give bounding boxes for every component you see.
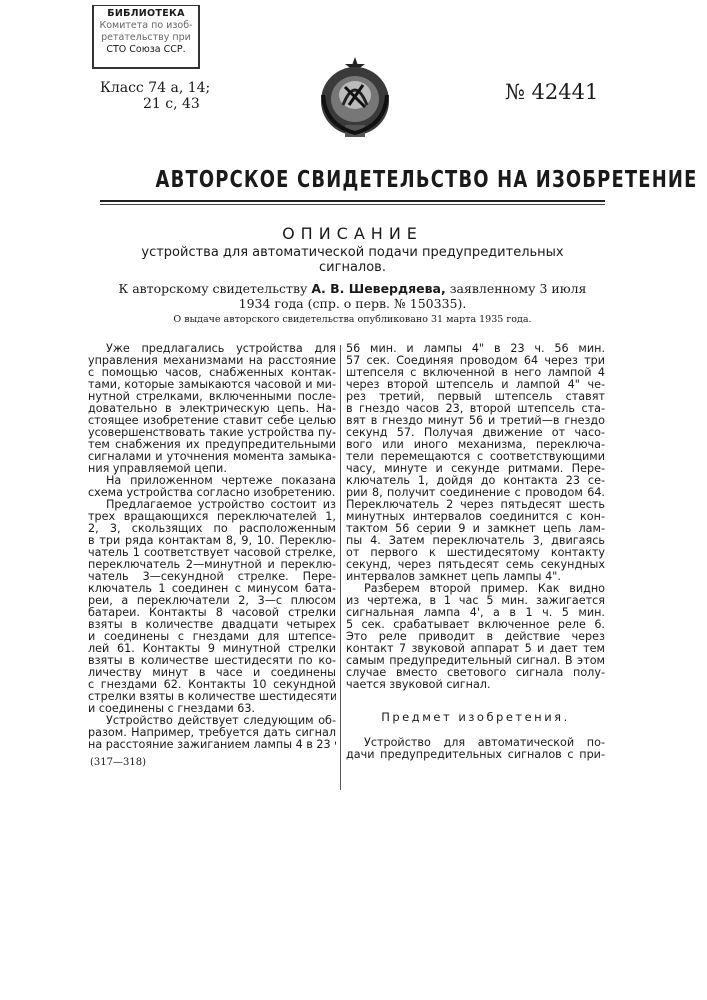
print-code: (317—318) — [90, 757, 146, 768]
description-heading: ОПИСАНИЕ — [100, 224, 605, 243]
text-line: лей 61. Контакты 9 минутной стрелки — [88, 643, 336, 655]
text-line: 2, 3, скользящих по расположенным — [88, 523, 336, 535]
text-line: часу, минуте и секунде ритмами. Пере- — [346, 463, 605, 475]
text-line: Это реле приводит в действие через — [346, 631, 605, 643]
text-line: ключатель 1 соединен с минусом бата- — [88, 583, 336, 595]
patent-number: № 42441 — [505, 80, 598, 104]
text-line: ключатель 1, дойдя до контакта 23 се- — [346, 475, 605, 487]
text-line: нутной стрелками, включенными после- — [88, 391, 336, 403]
text-line: батареи. Контакты 8 часовой стрелки — [88, 607, 336, 619]
text-line: 56 мин. и лампы 4" в 23 ч. 56 мин. — [346, 343, 605, 355]
text-line: тели перемещаются с соответствующими — [346, 451, 605, 463]
text-line: тами, которые замыкаются часовой и ми- — [88, 379, 336, 391]
class-line: Класс 74 а, 14; — [100, 80, 210, 96]
text-line: пы 4. Затем переключатель 3, двигаясь — [346, 535, 605, 547]
author-info — [100, 281, 605, 311]
author-prefix: К авторскому свидетельству — [119, 281, 308, 296]
text-line: взяты в количестве шестидесяти по ко- — [88, 655, 336, 667]
text-line: чатель 1 соответствует часовой стрелке, — [88, 547, 336, 559]
text-line: довательно в электрическую цепь. На- — [88, 403, 336, 415]
text-line: 5 сек. срабатывает включенное реле 6. — [346, 619, 605, 631]
text-line: переключатель 2—минутной и переклю- — [88, 559, 336, 571]
text-line: через второй штепсель и лампой 4" че- — [346, 379, 605, 391]
text-line: с помощью часов, снабженных контак- — [88, 367, 336, 379]
text-line: реи, а переключатели 2, 3—с плюсом — [88, 595, 336, 607]
text-line: сигнальная лампа 4', а в 1 ч. 5 мин. — [346, 607, 605, 619]
class-line: 21 с, 43 — [100, 96, 210, 112]
text-line: в три ряда контактам 8, 9, 10. Переклю- — [88, 535, 336, 547]
text-line: управления механизмами на расстояние — [88, 355, 336, 367]
stamp-line: СТО Союза ССР. — [94, 44, 198, 56]
text-line: усовершенствовать такие устройства пу- — [88, 427, 336, 439]
text-line: вого или иного механизма, переключа- — [346, 439, 605, 451]
text-line: чается звуковой сигнал. — [346, 679, 605, 691]
text-line: разом. Например, требуется дать сигнал — [88, 727, 336, 739]
text-line: рез третий, первый штепсель ставят — [346, 391, 605, 403]
text-line: личеству минут в часе и соединены — [88, 667, 336, 679]
document-title: АВТОРСКОЕ СВИДЕТЕЛЬСТВО НА ИЗОБРЕТЕНИЕ — [156, 167, 550, 193]
text-line: секунд 57. Получая движение от часо- — [346, 427, 605, 439]
text-line: дачи предупредительных сигналов с при- — [346, 749, 605, 761]
text-line: тем снабжения их предупредительными — [88, 439, 336, 451]
text-line: Устройство действует следующим об- — [88, 715, 336, 727]
text-line: случае вместо светового сигнала полу- — [346, 667, 605, 679]
text-line: На приложенном чертеже показана — [88, 475, 336, 487]
text-line: стоящее изобретение ставит себе целью — [88, 415, 336, 427]
classification — [100, 80, 210, 112]
text-line: контакт 7 звуковой аппарат 5 и дает тем — [346, 643, 605, 655]
text-line: стрелки взяты в количестве шестидесяти — [88, 691, 336, 703]
subtitle-line: сигналов. — [100, 260, 605, 275]
text-line: сигналами и уточнения момента замыка- — [88, 451, 336, 463]
text-line: чатель 3—секундной стрелке. Пере- — [88, 571, 336, 583]
text-line: 57 сек. Соединяя проводом 64 через три — [346, 355, 605, 367]
text-line: ния управляемой цепи. — [88, 463, 336, 475]
text-line: на расстояние зажиганием лампы 4 в 23 ч. — [88, 739, 336, 751]
title-rule — [100, 200, 605, 202]
text-line: и соединены с гнездами для штепсе- — [88, 631, 336, 643]
stamp-line: БИБЛИОТЕКА — [94, 8, 198, 20]
ussr-emblem-icon — [315, 55, 395, 140]
column-divider — [340, 345, 341, 790]
text-line: схема устройства согласно изобретению. — [88, 487, 336, 499]
text-line: вят в гнездо минут 56 и третий—в гнездо — [346, 415, 605, 427]
text-line: секунд, через пятьдесят семь секундных — [346, 559, 605, 571]
text-line: тактом 56 серии 9 и замкнет цепь лам- — [346, 523, 605, 535]
text-line: Разберем второй пример. Как видно — [346, 583, 605, 595]
claims-heading: Предмет изобретения. — [346, 711, 605, 723]
text-line: с гнездами 62. Контакты 10 секундной — [88, 679, 336, 691]
author-suffix: заявленному 3 июля — [450, 281, 587, 296]
stamp-line: ретательству при — [94, 32, 198, 44]
text-line: трех вращающихся переключателей 1, — [88, 511, 336, 523]
text-line: Устройство для автоматической по- — [346, 737, 605, 749]
author-name: А. В. Шевердяева, — [311, 281, 445, 296]
stamp-line: Комитета по изоб- — [94, 20, 198, 32]
text-line: из чертежа, в 1 час 5 мин. зажигается — [346, 595, 605, 607]
text-line: взяты в количестве двадцати четырех — [88, 619, 336, 631]
text-line: и соединены с гнездами 63. — [88, 703, 336, 715]
text-line: Предлагаемое устройство состоит из — [88, 499, 336, 511]
text-line: рии 8, получит соединение с проводом 64. — [346, 487, 605, 499]
title-rule — [100, 204, 605, 205]
author-line: 1934 года (спр. о перв. № 150335). — [100, 296, 605, 311]
right-column — [346, 343, 605, 761]
text-line: Переключатель 2 через пятьдесят шесть — [346, 499, 605, 511]
text-line: Уже предлагались устройства для — [88, 343, 336, 355]
left-column — [88, 343, 336, 751]
text-line: минутных интервалов соединится с кон- — [346, 511, 605, 523]
subtitle — [100, 245, 605, 275]
text-line: самым предупредительный сигнал. В этом — [346, 655, 605, 667]
subtitle-line: устройства для автоматической подачи предупредительных — [100, 245, 605, 260]
text-line: штепселя с включенной в него лампой 4 — [346, 367, 605, 379]
text-line: от первого к шестидесятому контакту — [346, 547, 605, 559]
text-line: в гнездо часов 23, второй штепсель ста- — [346, 403, 605, 415]
text-line: интервалов замкнет цепь лампы 4". — [346, 571, 605, 583]
publication-note: О выдаче авторского свидетельства опубликовано 31 марта 1935 года. — [100, 314, 605, 325]
library-stamp — [92, 5, 200, 69]
